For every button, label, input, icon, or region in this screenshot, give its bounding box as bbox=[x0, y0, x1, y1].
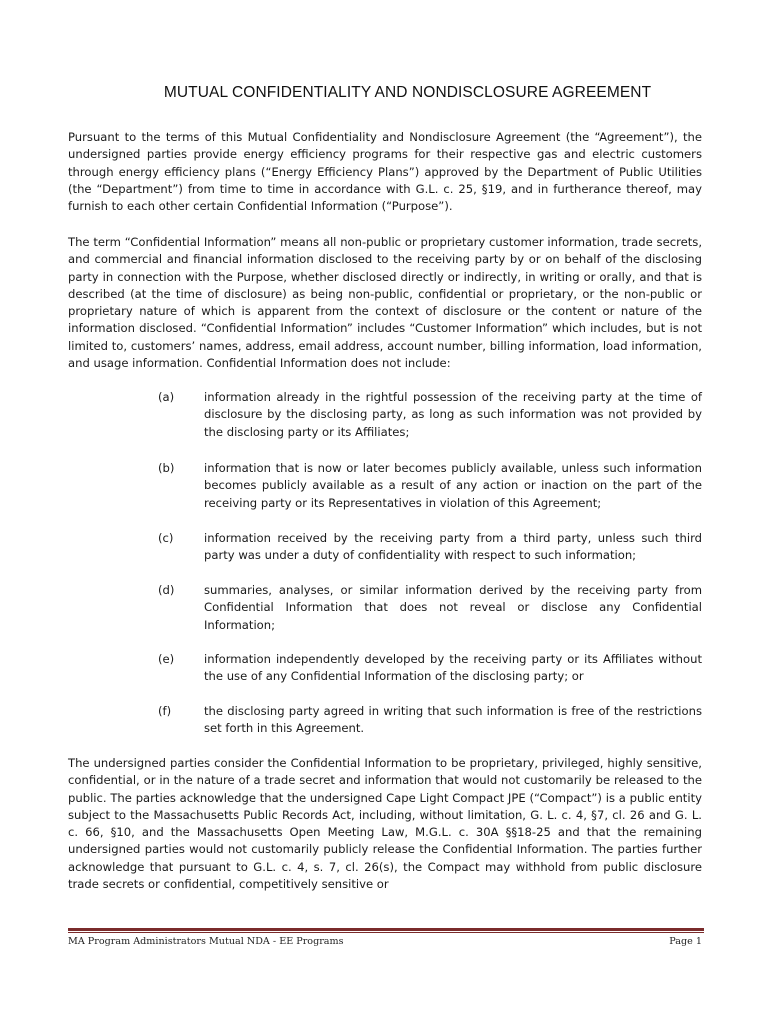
footer-page-number: Page 1 bbox=[669, 936, 702, 947]
item-label: (a) bbox=[158, 390, 175, 404]
item-text: information that is now or later becomes publicly available, unless such information becomes publicly available as a result of any action or inaction on the part of the receiving party or its Representatives in violation of this Agreement; bbox=[204, 461, 702, 510]
item-text: information received by the receiving party from a third party, unless such third party was under a duty of confidentiality with respect to such information; bbox=[204, 531, 702, 563]
footer-rule bbox=[68, 928, 704, 931]
item-text: information already in the rightful possession of the receiving party at the time of disclosure by the disclosing party, as long as such information was not provided by the disclosing party or its Affiliates; bbox=[204, 390, 702, 439]
footer-document-name: MA Program Administrators Mutual NDA - EE Programs bbox=[68, 936, 344, 947]
paragraph-public-records: The undersigned parties consider the Confidential Information to be proprietary, privileged, highly sensitive, confidential, or in the nature of a trade secret and information that would not customarily be released to the public. The parties acknowledge that the undersigned Cape Light Compact JPE (“Compact”) is a public entity subject to the Massachusetts Public Records Act, including, without limitation, G. L. c. 4, §7, cl. 26 and G. L. c. 66, §10, and the Massachusetts Open Meeting Law, M.G.L. c. 30A §§18-25 and that the remaining undersigned parties would not customarily publicly release the Confidential Information. The parties further acknowledge that pursuant to G.L. c. 4, s. 7, cl. 26(s), the Compact may withhold from public disclosure trade secrets or confidential, competitively sensitive or bbox=[68, 756, 702, 892]
item-text: the disclosing party agreed in writing that such information is free of the restrictions set forth in this Agreement. bbox=[204, 704, 702, 736]
paragraph-purpose: Pursuant to the terms of this Mutual Confidentiality and Nondisclosure Agreement (the “Agreement”), the undersigned parties provide energy efficiency programs for their respective gas and electric customers through energy efficiency plans (“Energy Efficiency Plans”) approved by the Department of Public Utilities (the “Department”) from time to time in accordance with G.L. c. 25, §19, and in furtherance thereof, may furnish to each other certain Confidential Information (“Purpose”). bbox=[68, 130, 702, 214]
item-label: (b) bbox=[158, 461, 175, 475]
item-label: (e) bbox=[158, 652, 175, 666]
item-label: (d) bbox=[158, 583, 175, 597]
item-label: (f) bbox=[158, 704, 172, 718]
item-label: (c) bbox=[158, 531, 174, 545]
footer-rule-thin bbox=[68, 932, 704, 933]
paragraph-definition: The term “Confidential Information” means all non-public or proprietary customer information, trade secrets, and commercial and financial information disclosed to the receiving party by or on behalf of the disclosing party in connection with the Purpose, whether disclosed directly or indirectly, in writing or orally, and that is described (at the time of disclosure) as being non-public, confidential or proprietary, or the non-public or proprietary nature of which is apparent from the context of disclosure or the content or nature of the information disclosed. “Confidential Information” includes “Customer Information” which includes, but is not limited to, customers’ names, address, email address, account number, billing information, load information, and usage information. Confidential Information does not include: bbox=[68, 235, 702, 371]
document-title: MUTUAL CONFIDENTIALITY AND NONDISCLOSURE AGREEMENT bbox=[163, 84, 652, 101]
item-text: information independently developed by the receiving party or its Affiliates without the use of any Confidential Information of the disclosing party; or bbox=[204, 652, 702, 684]
item-text: summaries, analyses, or similar information derived by the receiving party from Confidential Information that does not reveal or disclose any Confidential Information; bbox=[204, 583, 702, 632]
